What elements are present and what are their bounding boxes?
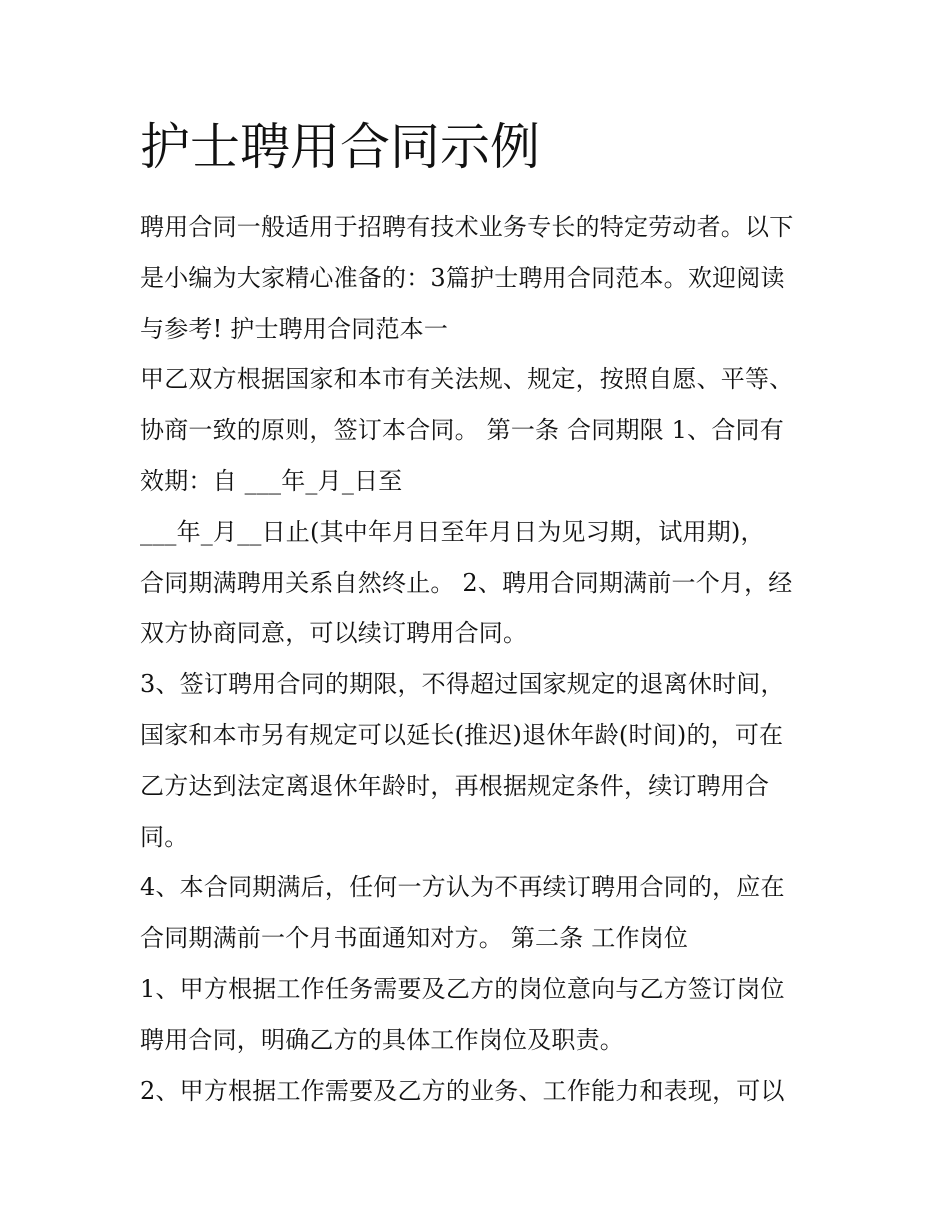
text-line: 2、甲方根据工作需要及乙方的业务、工作能力和表现，可以 — [140, 1076, 785, 1105]
text-line: 甲乙双方根据国家和本市有关法规、规定，按照自愿、平等、 — [140, 365, 794, 394]
text-line: 3、签订聘用合同的期限，不得超过国家规定的退离休时间， — [140, 670, 785, 699]
text-line: 合同期满聘用关系自然终止。 2、聘用合同期满前一个月，经 — [140, 568, 793, 597]
text-line: 4、本合同期满后，任何一方认为不再续订聘用合同的，应在 — [140, 873, 785, 902]
text-line: 聘用合同，明确乙方的具体工作岗位及职责。 — [140, 1025, 624, 1054]
document-title: 护士聘用合同示例 — [140, 118, 540, 176]
text-line: 是小编为大家精心准备的：3篇护士聘用合同范本。欢迎阅读 — [140, 263, 785, 292]
text-line: 聘用合同一般适用于招聘有技术业务专长的特定劳动者。以下 — [140, 213, 794, 241]
text-line: 同。 — [140, 822, 189, 851]
text-line: 国家和本市另有规定可以延长(推迟)退休年龄(时间)的，可在 — [140, 720, 784, 749]
text-line: 协商一致的原则，签订本合同。 第一条 合同期限 1、合同有 — [140, 416, 784, 445]
text-line: ___年_月__日止(其中年月日至年月日为见习期，试用期)， — [140, 517, 765, 546]
text-line: 1、甲方根据工作任务需要及乙方的岗位意向与乙方签订岗位 — [140, 974, 785, 1003]
document-content — [140, 112, 820, 1116]
text-line: 与参考! 护士聘用合同范本一 — [140, 314, 449, 343]
document-body — [140, 202, 820, 1116]
text-line: 乙方达到法定离退休年龄时，再根据规定条件，续订聘用合 — [140, 771, 770, 800]
text-line: 双方协商同意，可以续订聘用合同。 — [140, 619, 528, 648]
text-line: 效期：自 ___年_月_日至 — [140, 466, 403, 495]
text-line: 合同期满前一个月书面通知对方。 第二条 工作岗位 — [140, 924, 689, 953]
